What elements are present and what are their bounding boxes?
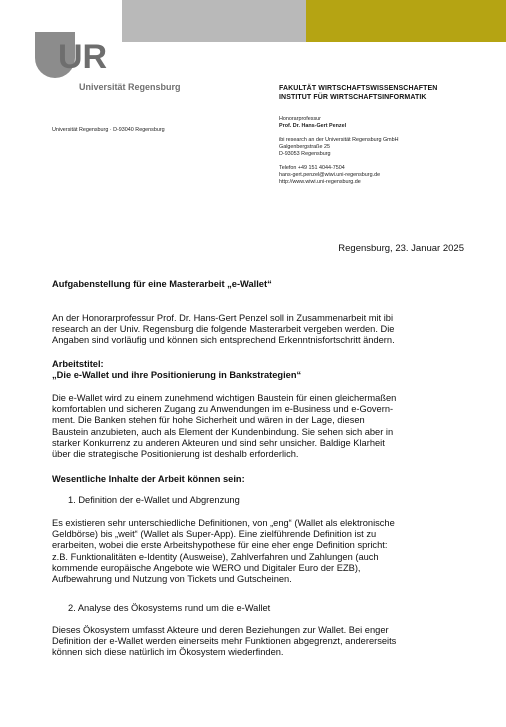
text-line: Geldbörse) bis „weit“ (Wallet als Super-App). Eine zielführende Definition ist zu bbox=[52, 529, 377, 540]
sender-line: Universität Regensburg · D-93040 Regensburg bbox=[52, 127, 165, 133]
faculty-heading bbox=[279, 84, 437, 102]
work-title-block bbox=[52, 359, 472, 381]
text-line: Definition der e-Wallet werden einerseits mehr Funktionen abgegrenzt, andererseits bbox=[52, 636, 397, 647]
text-line: Es existieren sehr unterschiedliche Definitionen, von „eng“ (Wallet als elektronische bbox=[52, 518, 395, 528]
contact-city: D-93053 Regensburg bbox=[279, 151, 331, 157]
text-line: starker Konkurrenz zu anderen Akteuren und sind sehr unsicher. Baldige Klarheit bbox=[52, 437, 385, 448]
text-line: An der Honorarprofessur Prof. Dr. Hans-Gert Penzel soll in Zusammenarbeit mit ibi bbox=[52, 313, 394, 323]
contact-block bbox=[279, 116, 499, 193]
work-title: „Die e-Wallet und ihre Positionierung in Bankstrategien“ bbox=[52, 370, 302, 381]
text-line: über die strategische Positionierung ist deshalb erforderlich. bbox=[52, 449, 299, 460]
paragraph-motivation bbox=[52, 393, 472, 460]
contact-org: ibi research an der Universität Regensburg GmbH bbox=[279, 137, 399, 143]
text-line: Die e-Wallet wird zu einem zunehmend wichtigen Baustein für einen gleichermaßen bbox=[52, 393, 397, 403]
contact-web[interactable]: http://www.wiwi.uni-regensburg.de bbox=[279, 179, 361, 185]
work-title-label: Arbeitstitel: bbox=[52, 359, 104, 369]
text-line: erarbeiten, wobei die erste Arbeitshypothese für eine eher enge Definition spricht: bbox=[52, 540, 388, 551]
text-line: Angaben sind vorläufig und können sich entsprechend Erkenntnisfortschritt ändern. bbox=[52, 335, 395, 346]
contact-phone: Telefon +49 151 4044-7504 bbox=[279, 165, 345, 171]
paragraph-definition bbox=[52, 518, 472, 585]
text-line: komfortablen und sicheren Zugang zu Anwendungen im e-Business und e-Govern- bbox=[52, 404, 394, 415]
university-name: Universität Regensburg bbox=[79, 82, 181, 92]
text-line: ment. Die Banken stehen für hohe Sicherheit und wären in der Lage, diesen bbox=[52, 415, 365, 426]
faculty-line-1: FAKULTÄT WIRTSCHAFTSWISSENSCHAFTEN bbox=[279, 85, 438, 92]
contents-heading: Wesentliche Inhalte der Arbeit können sein: bbox=[52, 474, 245, 484]
text-line: Dieses Ökosystem umfasst Akteure und deren Beziehungen zur Wallet. Bei enger bbox=[52, 625, 389, 635]
contact-email[interactable]: hans-gert.penzel@wiwi.uni-regensburg.de bbox=[279, 172, 381, 178]
text-line: können sich diese natürlich im Ökosystem wiederfinden. bbox=[52, 647, 284, 658]
contact-title: Honorarprofessur bbox=[279, 116, 321, 122]
header-band-olive bbox=[306, 0, 506, 42]
text-line: z.B. Funktionalitäten e-Identity (Ausweise), Zahlverfahren und Zahlungen (auch bbox=[52, 551, 379, 562]
university-logo bbox=[30, 22, 130, 82]
subject-line: Aufgabenstellung für eine Masterarbeit „e-Wallet“ bbox=[52, 279, 272, 289]
text-line: Aufbewahrung und Nutzung von Tickets und Gutscheinen. bbox=[52, 574, 292, 585]
faculty-line-2: INSTITUT FÜR WIRTSCHAFTSINFORMATIK bbox=[279, 94, 427, 101]
contact-street: Galgenbergstraße 25 bbox=[279, 144, 330, 150]
text-line: Baustein anzubieten, auch als Element der Kundenbindung. Sie sehen sich aber in bbox=[52, 426, 394, 437]
text-line: kommende europäische Angebote wie WERO und Digitaler Euro der EZB), bbox=[52, 562, 361, 573]
list-item-2: 2. Analyse des Ökosystems rund um die e-Wallet bbox=[68, 603, 271, 613]
list-item-1: 1. Definition der e-Wallet und Abgrenzung bbox=[68, 495, 240, 505]
logo-text: UR bbox=[58, 38, 108, 76]
letter-date: Regensburg, 23. Januar 2025 bbox=[338, 243, 464, 254]
intro-paragraph bbox=[52, 313, 472, 347]
text-line: research an der Univ. Regensburg die folgende Masterarbeit vergeben werden. Die bbox=[52, 324, 395, 335]
header-band-gray bbox=[122, 0, 306, 42]
contact-name: Prof. Dr. Hans-Gert Penzel bbox=[279, 123, 347, 129]
paragraph-ecosystem bbox=[52, 625, 472, 659]
